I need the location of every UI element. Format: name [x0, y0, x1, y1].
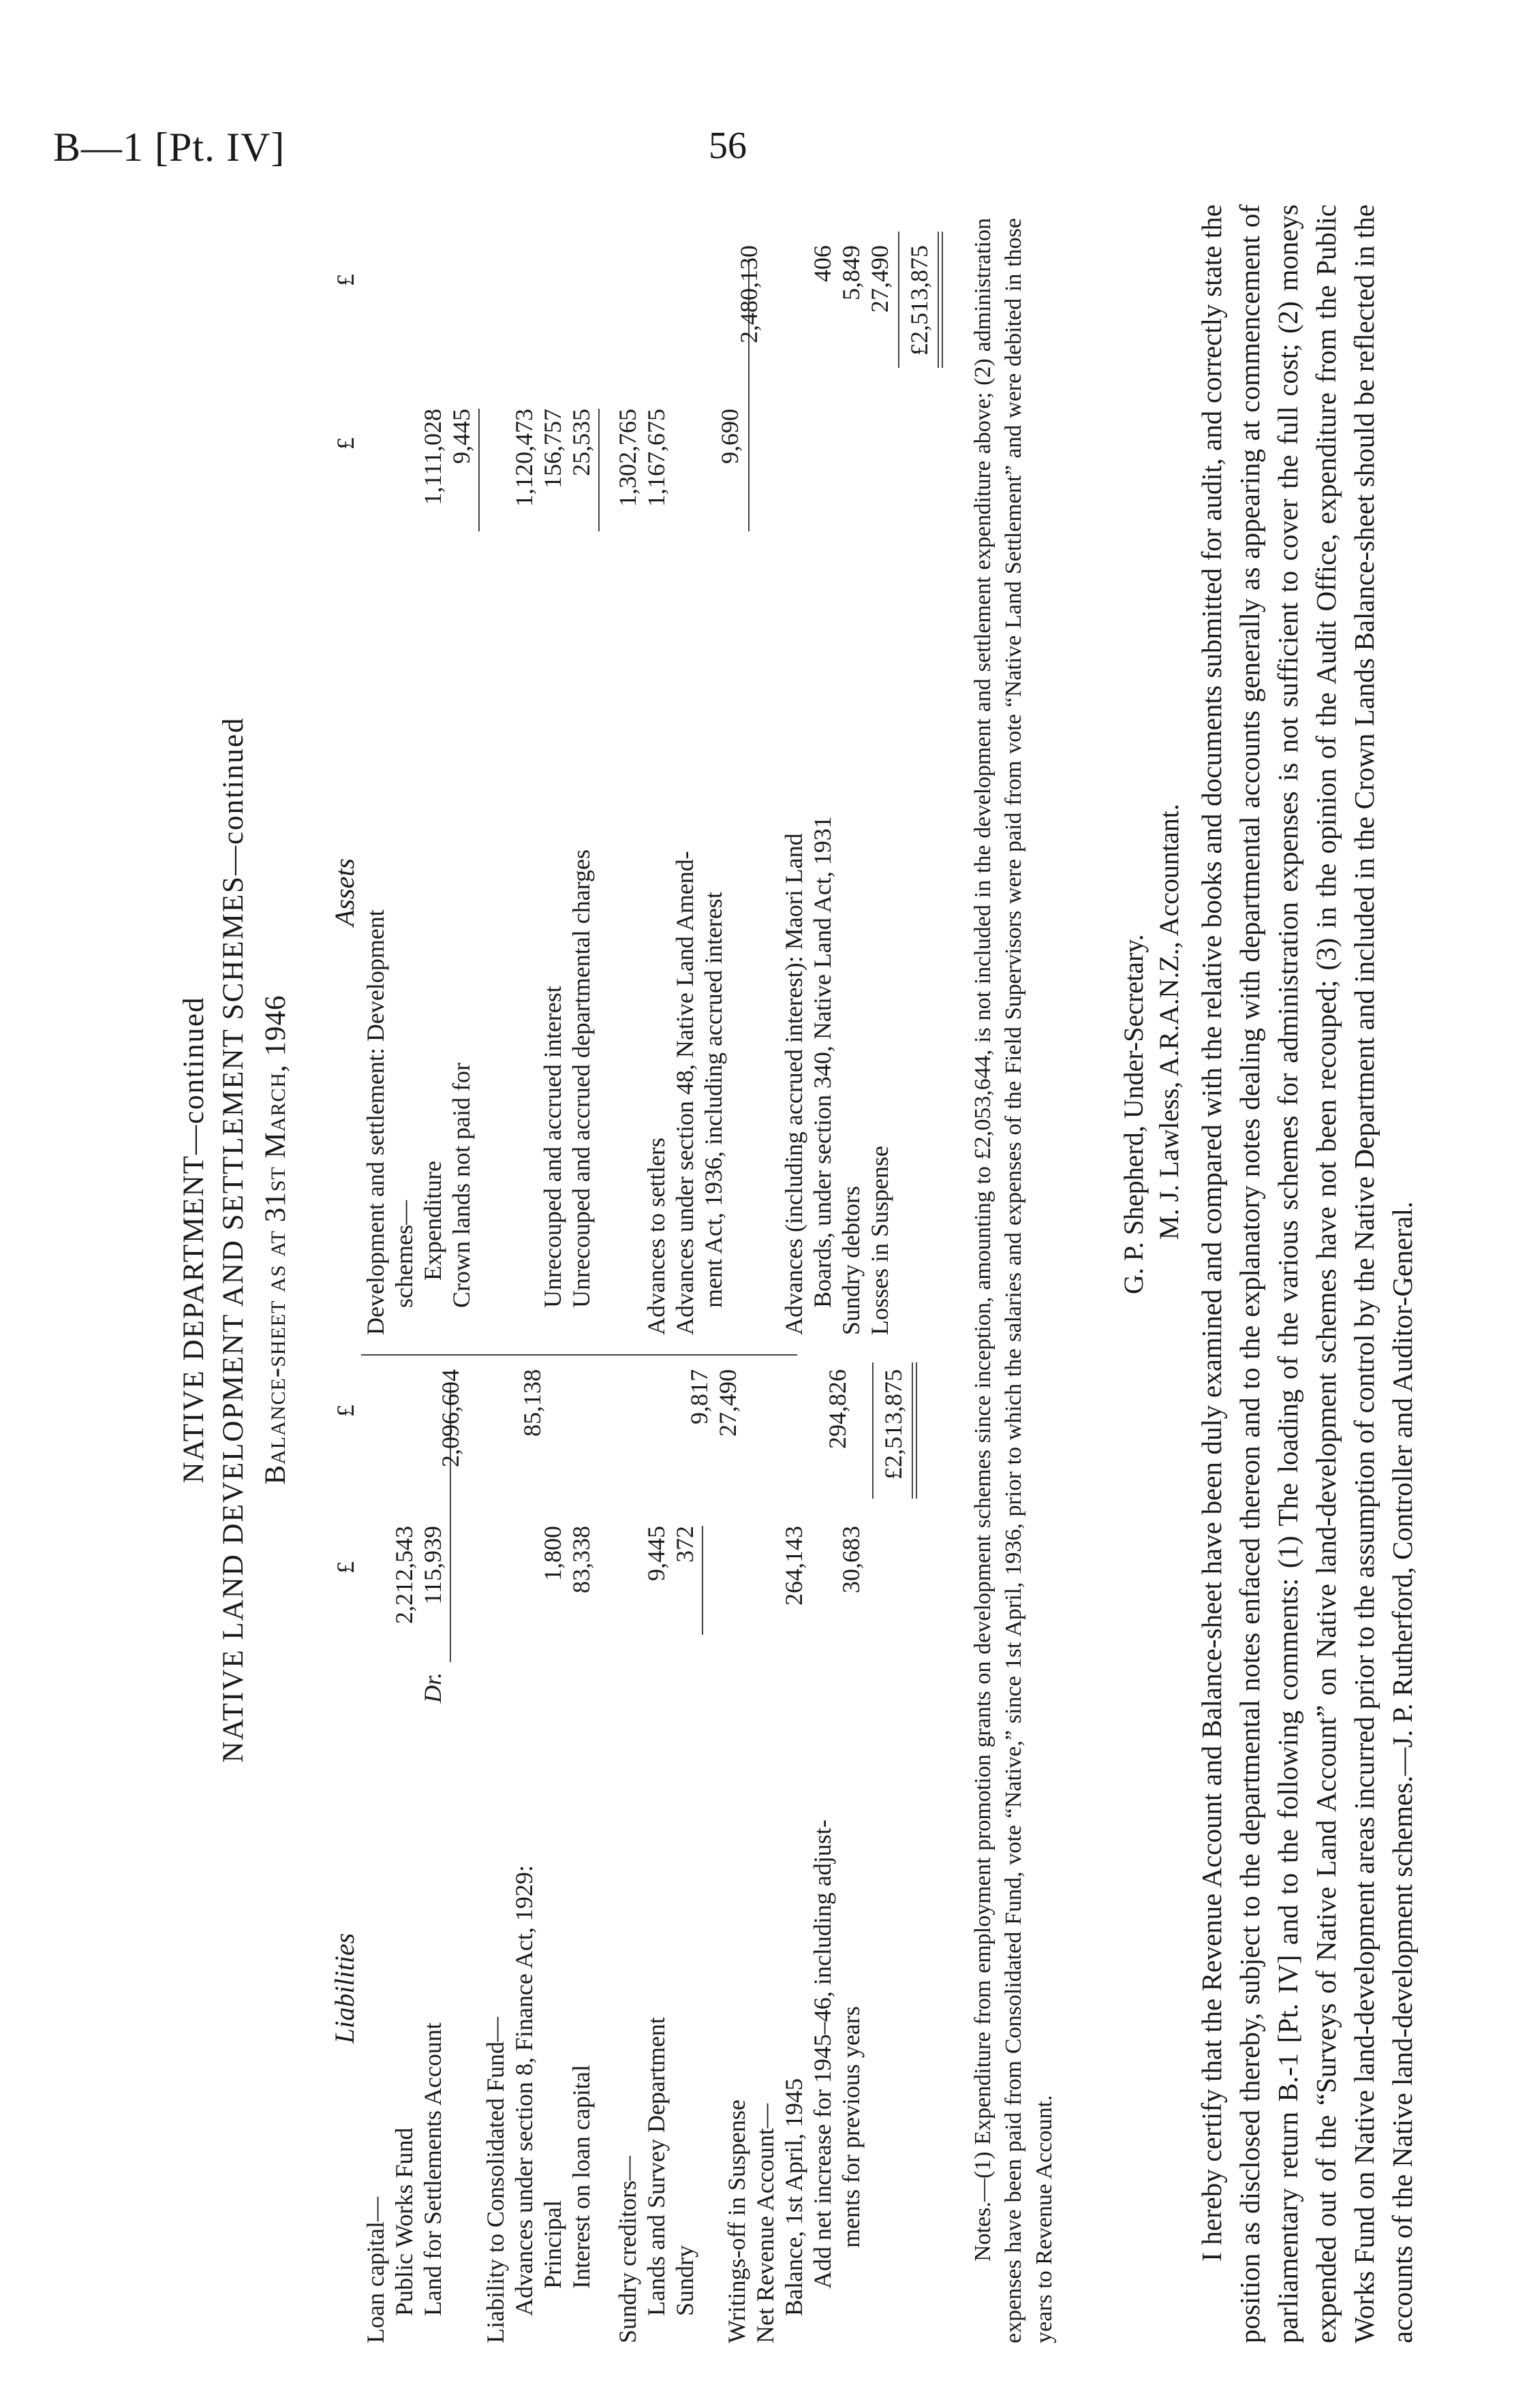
liabilities-currency-col2: £	[332, 1405, 359, 1417]
writings-off-label: Writings-off in Suspense	[723, 2099, 750, 2343]
net-increase-amount: 30,683	[837, 1526, 865, 1593]
rule	[938, 232, 939, 368]
advances-maori-label-1: Advances (including accrued interest): Maori Land	[780, 833, 807, 1335]
development-label-2: schemes—	[390, 1200, 418, 1308]
public-works-fund-amount: 2,212,543	[390, 1526, 418, 1624]
sundry-creditors-label: Sundry creditors—	[614, 2156, 641, 2343]
subtotal-2: 1,302,765	[614, 409, 641, 507]
advances-s48-label-2: ment Act, 1936, including accrued interest	[700, 892, 727, 1308]
advances-s48-amount: 9,690	[716, 409, 743, 464]
rotated-balance-sheet	[177, 136, 1529, 2343]
rule	[916, 1362, 917, 1499]
unrecouped-charges-label: Unrecouped and accrued departmental charges	[568, 849, 595, 1308]
advances-maori-amount: 406	[809, 245, 836, 282]
rule	[598, 409, 600, 531]
column-divider	[361, 1354, 797, 1356]
losses-amount: 27,490	[866, 245, 893, 313]
rule	[898, 232, 899, 368]
sundry-label: Sundry	[671, 2245, 698, 2316]
unrecouped-interest-amount: 156,757	[539, 409, 566, 488]
net-revenue-total: 294,826	[824, 1369, 851, 1449]
writings-off-amount: 27,490	[714, 1369, 741, 1437]
notes-paragraph: Notes.—(1) Expenditure from employment promotion grants on development schemes since inception, amounting to £2,053,644, is not included in the development and settlement expenditure above; (2) administration expenses have been paid from Consolidated Fund, vote “Native,” since 1st April, 1936, prior to which the salaries and expenses of the Field Supervisors were paid from vote “Native Land Settlement” and were debited in those years to Revenue Account.	[970, 218, 1057, 2343]
liabilities-grand-total: £2,513,875	[880, 1369, 907, 1480]
unrecouped-interest-label: Unrecouped and accrued interest	[539, 986, 566, 1308]
sundry-debtors-amount: 5,849	[837, 245, 865, 300]
assets-grand-total: £2,513,875	[906, 245, 933, 356]
sundry-debtors-label: Sundry debtors	[837, 1186, 865, 1335]
crown-lands-amount: 9,445	[448, 409, 475, 464]
expenditure-amount: 1,111,028	[419, 409, 446, 505]
page-number: 56	[709, 125, 747, 167]
rule	[912, 1362, 913, 1499]
loan-capital-label: Loan capital—	[362, 2197, 389, 2343]
net-increase-label-2: ments for previous years	[837, 2006, 865, 2248]
balance-1945-amount: 264,143	[780, 1526, 807, 1606]
liability-cf-total: 85,138	[519, 1369, 546, 1437]
net-revenue-label: Net Revenue Account—	[752, 2104, 779, 2343]
assets-currency-col1: £	[332, 437, 359, 450]
principal-label: Principal	[539, 2200, 566, 2289]
debit-marker: Dr.	[419, 1672, 446, 1703]
signature-under-secretary: G. P. Shepherd, Under-Secretary.	[1118, 934, 1149, 1294]
liability-cf-label: Liability to Consolidated Fund—	[482, 2017, 509, 2343]
losses-label: Losses in Suspense	[866, 1146, 893, 1335]
advances-settlers-amount: 1,167,675	[643, 409, 670, 507]
assets-currency-col2: £	[332, 274, 359, 286]
interest-loan-amount: 83,338	[568, 1526, 595, 1593]
advances-s48-label-1: Advances under section 48, Native Land Amend-	[671, 851, 698, 1335]
rule	[702, 1526, 703, 1635]
development-label-1: Development and settlement: Development	[362, 909, 389, 1335]
rule	[872, 1362, 874, 1499]
interest-loan-label: Interest on loan capital	[568, 2065, 595, 2289]
net-increase-label-1: Add net increase for 1945–46, including adjust-	[809, 1819, 836, 2289]
crown-lands-label: Crown lands not paid for	[448, 1063, 475, 1308]
scheme-title: NATIVE LAND DEVELOPMENT AND SETTLEMENT SCHEMES—continued	[217, 717, 249, 1763]
advances-settlers-label: Advances to settlers	[643, 1138, 670, 1335]
principal-amount: 1,800	[539, 1526, 566, 1581]
audit-certificate: I hereby certify that the Revenue Account and Balance-sheet have been duly examined and compared with the relative books and documents submitted for audit, and correctly state the position as disclosed thereby, subject to the departmental notes enfaced thereon and to the explanatory notes dealing with departmental accounts generally as appearing at commencement of parliamentary return B.-1 [Pt. IV] and to the following comments: (1) The loading of the various schemes for administration expenses is not sufficient to cover the full cost; (2) moneys expended out of the “Surveys of Native Land Account” on Native land-development schemes have not been recouped; (3) in the opinion of the Audit Office, expenditure from the Public Works Fund on Native land-development areas incurred prior to the assumption of control by the Native Department and included in the Crown Lands Balance-sheet should be reflected in the accounts of the Native land-development schemes.—J. P. Rutherford, Controller and Auditor-General.	[1196, 204, 1418, 2343]
land-settlements-amount: 115,939	[419, 1526, 446, 1605]
public-works-fund-label: Public Works Fund	[390, 2127, 418, 2316]
sundry-creditors-total: 9,817	[685, 1369, 713, 1424]
rule	[478, 409, 480, 531]
subtotal-1: 1,120,473	[510, 409, 538, 507]
land-settlements-label: Land for Settlements Account	[419, 2022, 446, 2316]
balance-1945-label: Balance, 1st April, 1945	[780, 2078, 807, 2316]
page-identifier: B—1 [Pt. IV]	[53, 125, 285, 170]
liabilities-currency-col1: £	[332, 1561, 359, 1574]
rule	[942, 232, 943, 368]
liabilities-heading: Liabilities	[329, 1933, 360, 2044]
lands-survey-amount: 9,445	[643, 1526, 670, 1581]
signature-accountant: M. J. Lawless, A.R.A.N.Z., Accountant.	[1154, 804, 1184, 1240]
loan-capital-total: 2,096,604	[437, 1369, 464, 1467]
assets-total-a: 2,480,130	[735, 245, 762, 343]
balance-sheet-title: Balance-sheet as at 31st March, 1946	[260, 995, 292, 1485]
advances-s8-label: Advances under section 8, Finance Act, 1929:	[510, 1865, 538, 2316]
advances-maori-label-2: Boards, under section 340, Native Land Act, 1931	[809, 816, 836, 1308]
expenditure-label: Expenditure	[419, 1161, 446, 1281]
lands-survey-label: Lands and Survey Department	[643, 2017, 670, 2316]
unrecouped-charges-amount: 25,535	[568, 409, 595, 476]
assets-heading: Assets	[329, 858, 360, 926]
department-title: NATIVE DEPARTMENT—continued	[178, 996, 210, 1484]
sundry-amount: 372	[671, 1526, 698, 1563]
